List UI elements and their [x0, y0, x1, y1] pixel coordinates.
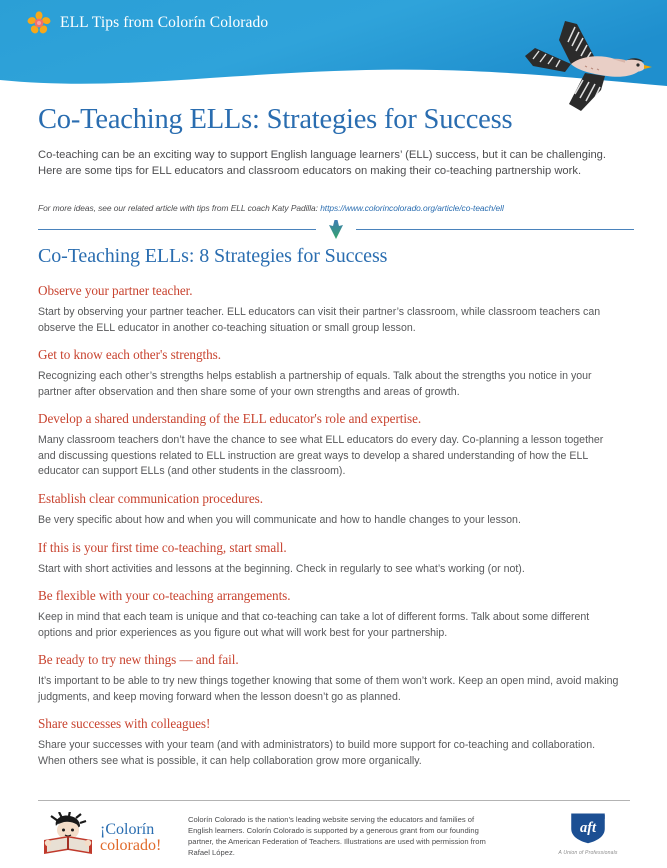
tip-heading: Be flexible with your co-teaching arrangements. — [38, 588, 291, 604]
divider-rule-right — [356, 229, 634, 230]
tip-heading: Be ready to try new things — and fail. — [38, 652, 239, 668]
tip-heading: Establish clear communication procedures. — [38, 490, 263, 506]
tip-body: Start by observing your partner teacher. ELL educators can visit their partner’s classroom, while classroom teachers can observe the ELL educator in another co-teaching situation or small group lesson. — [38, 306, 601, 334]
flower-icon — [27, 11, 51, 35]
aft-tagline: A Union of Professionals — [558, 850, 618, 856]
byline-prefix: For more ideas, see our related article with tips from ELL coach Katy Padilla: — [38, 202, 321, 213]
header-brand — [27, 11, 268, 35]
section-divider — [38, 218, 634, 240]
divider-rule-left — [38, 229, 316, 230]
page-footer — [38, 812, 634, 862]
tip-item — [38, 540, 638, 578]
svg-text:¡Colorín: ¡Colorín — [100, 821, 155, 838]
tip-heading: Share successes with colleagues! — [38, 716, 211, 732]
tip-heading: Get to know each other's strengths. — [38, 347, 222, 363]
tip-body: Share your successes with your team (and with administrators) to build more support for co-teaching and collaboration. When others see what is possible, it can help collaboration grow more organically. — [38, 739, 596, 767]
tip-body: Recognizing each other’s strengths helps establish a partnership of equals. Talk about the strengths you notice in your partner after observation and then share some of your own strengths and areas of growth. — [38, 370, 592, 398]
tip-item — [38, 652, 638, 705]
byline — [38, 203, 634, 213]
tip-item — [38, 491, 638, 529]
tip-item — [38, 283, 638, 336]
child-reading-book-logo — [38, 812, 176, 858]
tip-heading: Develop a shared understanding of the ELL educator's role and expertise. — [38, 411, 422, 427]
article-link[interactable]: https://www.colorincolorado.org/article/co-teach/ell — [320, 202, 504, 213]
tip-body: Be very specific about how and when you will communicate and how to handle changes to your lesson. — [38, 513, 521, 526]
footer-description: Colorín Colorado is the nation’s leading website serving the educators and families of English learners. Colorín Colorado is supported by a generous grant from our founding partner, the American Federation of Teachers. Illustrations are used with permission from Rafael López. — [188, 815, 486, 857]
tip-heading: Observe your partner teacher. — [38, 283, 193, 298]
page-title: Co-Teaching ELLs: Strategies for Success — [38, 104, 513, 135]
page-header — [0, 0, 667, 118]
tip-item — [38, 588, 638, 641]
tips-list — [38, 283, 638, 780]
tip-body: Keep in mind that each team is unique and that co-teaching can take a lot of different forms. Talk about some different options and prior experiences as you figure out what will work best for your partnership. — [38, 611, 590, 639]
tip-item — [38, 411, 638, 480]
tip-item — [38, 347, 638, 400]
tip-body: Start with short activities and lessons at the beginning. Check in regularly to see what’s working (or not). — [38, 562, 525, 575]
svg-text:aft: aft — [579, 819, 597, 836]
document-intro-block — [38, 104, 634, 213]
section-title: Co-Teaching ELLs: 8 Strategies for Success — [38, 245, 388, 267]
tip-body: It’s important to be able to try new things together knowing that some of them won’t work. Keep an open mind, avoid making judgments, and keep moving forward when the lesson doesn’t go as planned. — [38, 675, 619, 703]
colorin-colorado-logo[interactable] — [38, 812, 176, 858]
tip-body: Many classroom teachers don’t have the chance to see what ELL educators do every day. Co-planning a lesson together and discussing questions related to ELL instruction are great ways to develop a shared understanding of how the ELL educator can support ELLs (and other students in the classroom). — [38, 434, 604, 478]
footer-divider — [38, 800, 630, 801]
down-arrow-icon — [322, 218, 350, 240]
tip-item — [38, 716, 638, 769]
aft-logo[interactable] — [542, 812, 634, 856]
flying-bird-illustration — [513, 18, 653, 116]
aft-shield-icon — [565, 812, 611, 844]
tip-heading: If this is your first time co-teaching, start small. — [38, 539, 287, 555]
intro-paragraph: Co-teaching can be an exciting way to support English language learners’ (ELL) success, but it can be challenging. Here are some tips for ELL educators and classroom educators on making their co-teaching partnership work. — [38, 148, 607, 178]
header-title: ELL Tips from Colorín Colorado — [60, 14, 269, 31]
svg-text:colorado!: colorado! — [100, 837, 162, 854]
